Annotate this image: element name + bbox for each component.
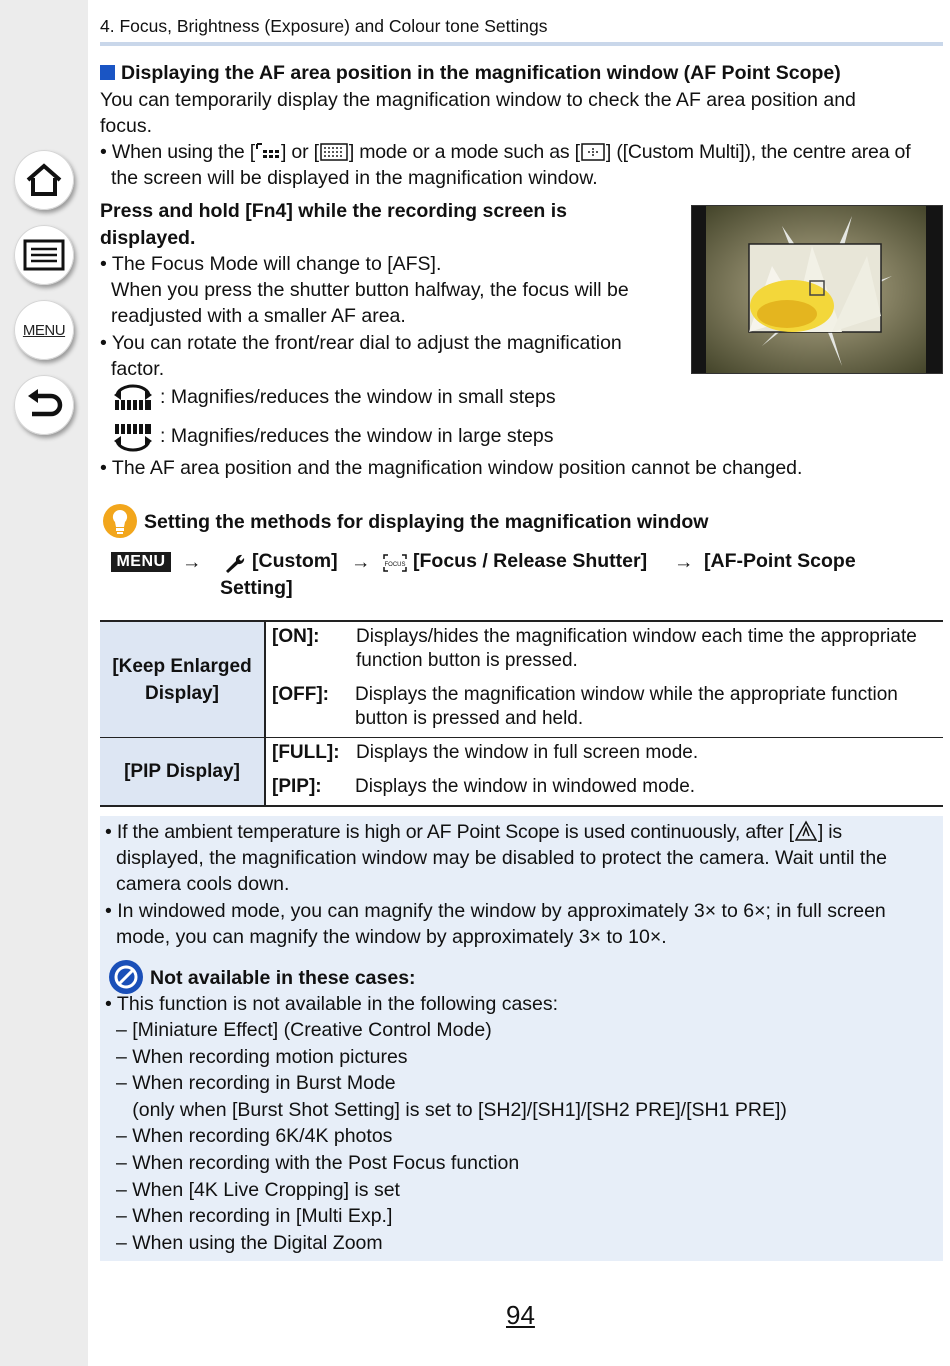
magnify-note-cont: mode, you can magnify the window by approximately 3× to 10×. — [116, 926, 667, 948]
path-focus-release: [Focus / Release Shutter] — [413, 550, 648, 572]
option-key: [ON]: — [272, 626, 320, 647]
header-rule — [100, 42, 943, 46]
wrench-icon — [222, 552, 246, 574]
not-available-case: – When recording in Burst Mode — [116, 1072, 396, 1095]
option-desc: Displays/hides the magnification window each time the appropriate function button is pressed. — [356, 626, 917, 671]
focus-mode-note: readjusted with a smaller AF area. — [111, 305, 406, 327]
rear-dial-icon — [111, 420, 155, 454]
step-heading: displayed. — [100, 227, 196, 249]
not-available-title: Not available in these cases: — [150, 967, 416, 989]
contents-button[interactable] — [14, 225, 74, 285]
page-number: 94 — [506, 1300, 535, 1330]
large-steps-text: : Magnifies/reduces the window in large steps — [160, 425, 554, 447]
not-available-case: – When using the Digital Zoom — [116, 1231, 383, 1254]
tip-lightbulb-icon — [102, 503, 138, 539]
tip-title: Setting the methods for displaying the magnification window — [144, 511, 709, 533]
position-note: The AF area position and the magnification window position cannot be changed. — [111, 457, 803, 479]
not-available-case: – When recording 6K/4K photos — [116, 1125, 393, 1148]
option-key: [FULL]: — [272, 742, 340, 763]
not-available-case: – When recording in [Multi Exp.] — [116, 1205, 393, 1228]
table-of-contents-icon — [23, 239, 65, 271]
magnification-window-example-photo — [691, 205, 943, 374]
af-multi-zone-icon — [255, 142, 281, 162]
focus-mode-note: The Focus Mode will change to [AFS]. — [111, 253, 442, 275]
path-af-point-scope: Setting] — [220, 577, 293, 599]
option-key: [PIP]: — [272, 776, 322, 797]
notes-box: • If the ambient temperature is high or AF Point Scope is used continuously, after [ ] is displayed, the magnification window may be disabled to protect the camera. Wait until the camera cools down. • In windowed mode, you can magnify the window by approximately 3× to 6×; in full screen mode, you can magnify the window by approximately 3× to 10×. Not available in these cases: • This function is not available in the following cases: – [Miniature Effect] (Creative Control Mode) – When recording motion pictures – When recording in Burst Mode (only when [Burst Shot Setting] is set to [SH2]/[SH1]/[SH2 PRE]/[SH1 PRE]) – When recording 6K/4K photos – When recording with the Post Focus function – When [4K Live Cropping] is set – When recording in [Multi Exp.] – When using the Digital Zoom — [100, 816, 943, 1261]
not-available-case: – When recording motion pictures — [116, 1045, 408, 1068]
temperature-note: • If the ambient temperature is high or AF Point Scope is used continuously, after [ ] is — [105, 821, 842, 843]
not-available-intro: This function is not available in the following cases: — [116, 993, 559, 1015]
path-arrow: → — [351, 551, 371, 573]
warning-triangle-icon — [794, 820, 818, 842]
mode-bullet-cont: the screen will be displayed in the magnification window. — [111, 167, 598, 189]
menu-badge: MENU — [111, 552, 171, 572]
chapter-header: 4. Focus, Brightness (Exposure) and Colour tone Settings — [100, 16, 548, 36]
setting-pip-display: [PIP Display] — [100, 738, 265, 807]
section-title: Displaying the AF area position in the magnification window (AF Point Scope) — [100, 60, 841, 86]
setting-keep-enlarged: [Keep Enlarged Display] — [100, 621, 265, 738]
menu-button[interactable] — [14, 300, 74, 360]
not-available-case: – [Miniature Effect] (Creative Control Mode) — [116, 1019, 492, 1041]
intro-text: focus. — [100, 115, 153, 137]
intro-text: You can temporarily display the magnification window to check the AF area position and — [100, 89, 856, 111]
settings-table — [100, 620, 943, 807]
not-available-icon — [108, 959, 144, 995]
focus-mode-note: When you press the shutter button halfway, the focus will be — [111, 279, 629, 301]
option-desc: Displays the window in windowed mode. — [355, 776, 696, 797]
back-button[interactable] — [14, 375, 74, 435]
dial-note: factor. — [111, 358, 165, 380]
mode-bullet: • When using the [ ] or [ ] mode or a mode such as [ ] ([Custom Multi]), the centre area of — [100, 141, 911, 163]
small-steps-text: : Magnifies/reduces the window in small steps — [160, 386, 556, 408]
path-custom: [Custom] — [252, 550, 338, 572]
magnify-note: In windowed mode, you can magnify the window by approximately 3× to 6×; in full screen — [117, 900, 886, 922]
not-available-case: – When recording with the Post Focus function — [116, 1152, 520, 1174]
af-49-area-icon — [319, 142, 349, 162]
option-key: [OFF]: — [272, 684, 329, 705]
back-arrow-icon — [24, 388, 64, 422]
home-button[interactable] — [14, 150, 74, 210]
option-desc: Displays the magnification window while the appropriate function button is pressed and held. — [355, 684, 898, 729]
path-arrow: → — [182, 551, 202, 573]
front-dial-icon — [111, 382, 155, 414]
temperature-note-cont: camera cools down. — [116, 873, 290, 895]
section-marker-icon — [100, 65, 115, 80]
temperature-note-cont: displayed, the magnification window may be disabled to protect the camera. Wait until the — [116, 847, 888, 869]
custom-multi-icon — [580, 142, 606, 162]
svg-text:FOCUS: FOCUS — [384, 562, 406, 568]
home-icon — [24, 161, 64, 199]
not-available-case: (only when [Burst Shot Setting] is set to [SH2]/[SH1]/[SH2 PRE]/[SH1 PRE]) — [116, 1098, 787, 1121]
option-desc: Displays the window in full screen mode. — [356, 742, 699, 763]
step-heading: Press and hold [Fn4] while the recording screen is — [100, 200, 568, 222]
focus-menu-icon — [383, 554, 407, 572]
navigation-sidebar — [0, 0, 88, 1366]
menu-label: MENU — [22, 321, 66, 339]
dial-note: You can rotate the front/rear dial to adjust the magnification — [111, 332, 622, 354]
not-available-case: – When [4K Live Cropping] is set — [116, 1178, 400, 1201]
path-arrow: → — [674, 551, 694, 573]
path-af-point-scope: [AF-Point Scope — [704, 550, 856, 572]
